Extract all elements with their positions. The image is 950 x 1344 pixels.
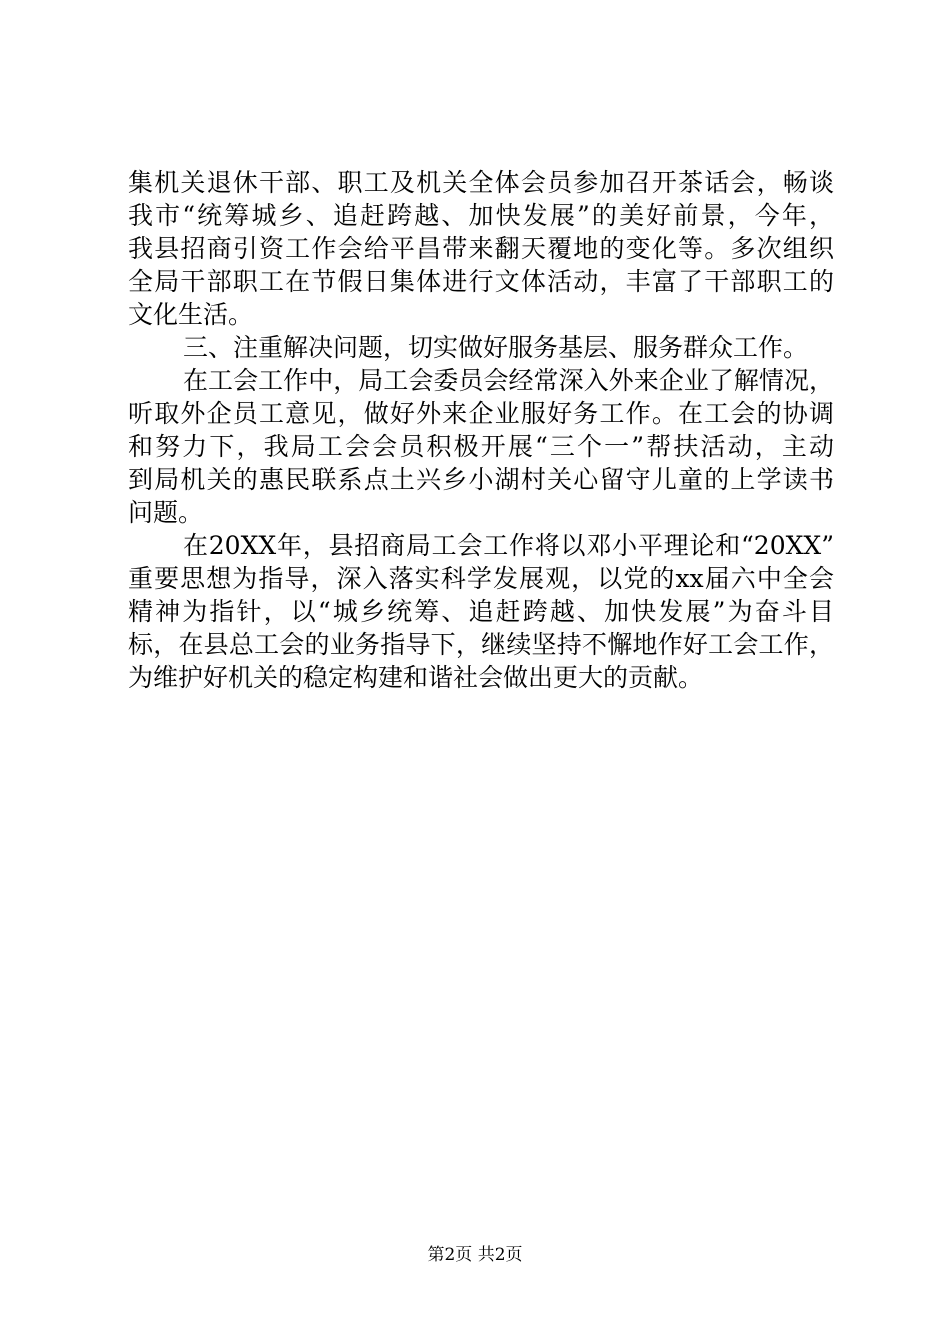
text-line: 标，在县总工会的业务指导下，继续坚持不懈地作好工会工作， [128,630,834,659]
page-number-footer: 第2页 共2页 [427,1245,523,1265]
text-line: 问题。 [128,498,204,527]
text-line: 听取外企员工意见，做好外来企业服好务工作。在工会的协调 [128,399,834,428]
text-line: 我市“统筹城乡、追赶跨越、加快发展”的美好前景，今年， [128,201,834,230]
text-line: 在20XX年，县招商局工会工作将以邓小平理论和“20XX” [183,531,834,560]
text-line: 重要思想为指导，深入落实科学发展观，以党的xx届六中全会 [128,564,834,593]
text-line: 文化生活。 [128,300,254,329]
text-line: 在工会工作中，局工会委员会经常深入外来企业了解情况， [183,366,834,395]
text-line: 和努力下，我局工会会员积极开展“三个一”帮扶活动，主动 [128,432,834,461]
text-line: 为维护好机关的稳定构建和谐社会做出更大的贡献。 [128,663,704,692]
text-line: 精神为指针，以“城乡统筹、追赶跨越、加快发展”为奋斗目 [128,597,834,626]
text-line: 集机关退休干部、职工及机关全体会员参加召开茶话会，畅谈 [128,168,834,197]
section-heading: 三、注重解决问题，切实做好服务基层、服务群众工作。 [183,333,809,362]
text-line: 我县招商引资工作会给平昌带来翻天覆地的变化等。多次组织 [128,234,834,263]
text-line: 到局机关的惠民联系点土兴乡小湖村关心留守儿童的上学读书 [128,465,834,494]
document-body [128,166,834,694]
text-line: 全局干部职工在节假日集体进行文体活动，丰富了干部职工的 [128,267,834,296]
